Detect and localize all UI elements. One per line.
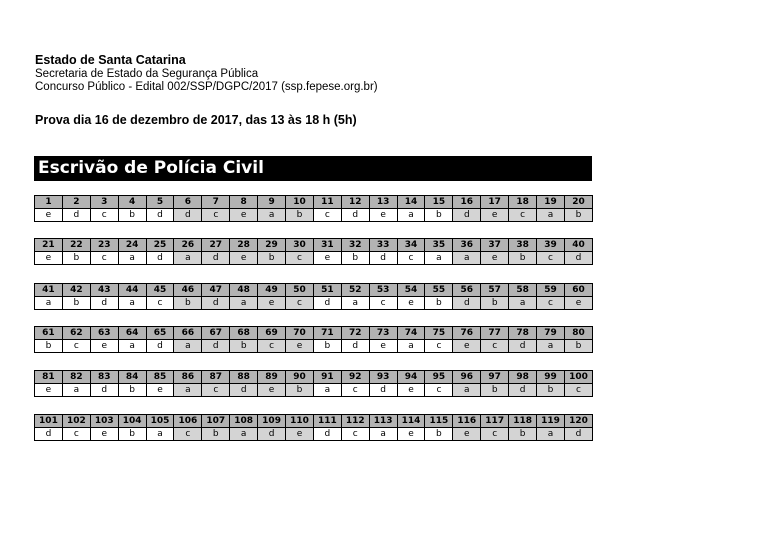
question-number: 91 xyxy=(313,371,341,384)
question-number: 33 xyxy=(369,239,397,252)
answer-letter: a xyxy=(230,428,258,441)
question-number: 105 xyxy=(146,415,174,428)
answer-letter: e xyxy=(369,340,397,353)
question-number: 69 xyxy=(258,327,286,340)
question-number: 54 xyxy=(397,284,425,297)
answer-letter: a xyxy=(35,297,63,310)
question-number: 7 xyxy=(202,196,230,209)
answer-letter: d xyxy=(202,340,230,353)
answer-letter: b xyxy=(62,252,90,265)
question-number: 77 xyxy=(481,327,509,340)
answer-letter: a xyxy=(174,340,202,353)
answer-letter: b xyxy=(174,297,202,310)
question-number: 104 xyxy=(118,415,146,428)
answer-letter: d xyxy=(369,384,397,397)
answer-letter: a xyxy=(313,384,341,397)
question-number: 56 xyxy=(453,284,481,297)
question-number: 71 xyxy=(313,327,341,340)
question-number: 37 xyxy=(481,239,509,252)
question-number: 10 xyxy=(286,196,314,209)
question-number: 112 xyxy=(341,415,369,428)
answer-letter: e xyxy=(397,428,425,441)
question-number: 65 xyxy=(146,327,174,340)
question-number: 103 xyxy=(90,415,118,428)
answer-letter: c xyxy=(341,384,369,397)
question-number: 19 xyxy=(537,196,565,209)
answer-letter: c xyxy=(286,297,314,310)
answer-letter: e xyxy=(230,252,258,265)
question-number: 106 xyxy=(174,415,202,428)
question-number-row xyxy=(35,327,593,340)
question-number: 11 xyxy=(313,196,341,209)
answer-letter: c xyxy=(397,252,425,265)
answer-letter: a xyxy=(453,252,481,265)
answer-block xyxy=(34,238,593,265)
answer-letter: a xyxy=(425,252,453,265)
answer-letter: a xyxy=(146,428,174,441)
question-number: 93 xyxy=(369,371,397,384)
question-number: 48 xyxy=(230,284,258,297)
answer-letter: c xyxy=(481,428,509,441)
question-number: 58 xyxy=(509,284,537,297)
question-number: 74 xyxy=(397,327,425,340)
answer-row xyxy=(35,384,593,397)
question-number: 85 xyxy=(146,371,174,384)
answer-block xyxy=(34,370,593,397)
question-number: 27 xyxy=(202,239,230,252)
answer-letter: d xyxy=(202,297,230,310)
answer-letter: a xyxy=(537,340,565,353)
answer-letter: b xyxy=(202,428,230,441)
answer-letter: d xyxy=(174,209,202,222)
question-number: 119 xyxy=(537,415,565,428)
answer-letter: c xyxy=(313,209,341,222)
answer-letter: b xyxy=(425,209,453,222)
question-number: 31 xyxy=(313,239,341,252)
answer-row xyxy=(35,252,593,265)
question-number: 22 xyxy=(62,239,90,252)
answer-letter: c xyxy=(369,297,397,310)
answer-letter: b xyxy=(62,297,90,310)
question-number: 34 xyxy=(397,239,425,252)
answer-letter: a xyxy=(369,428,397,441)
question-number: 28 xyxy=(230,239,258,252)
answer-letter: a xyxy=(397,340,425,353)
question-number-row xyxy=(35,415,593,428)
question-number: 59 xyxy=(537,284,565,297)
question-number: 114 xyxy=(397,415,425,428)
answer-letter: e xyxy=(230,209,258,222)
answer-letter: a xyxy=(509,297,537,310)
question-number: 100 xyxy=(564,371,592,384)
question-number: 120 xyxy=(564,415,592,428)
answer-letter: d xyxy=(341,340,369,353)
answer-letter: d xyxy=(230,384,258,397)
question-number: 43 xyxy=(90,284,118,297)
answer-letter: b xyxy=(509,428,537,441)
answer-letter: c xyxy=(90,252,118,265)
question-number: 18 xyxy=(509,196,537,209)
question-number: 94 xyxy=(397,371,425,384)
question-number: 45 xyxy=(146,284,174,297)
question-number-row xyxy=(35,196,593,209)
question-number: 78 xyxy=(509,327,537,340)
answer-letter: c xyxy=(537,297,565,310)
answer-letter: a xyxy=(258,209,286,222)
answer-letter: d xyxy=(509,340,537,353)
question-number: 117 xyxy=(481,415,509,428)
answer-letter: d xyxy=(146,209,174,222)
answer-letter: d xyxy=(90,384,118,397)
question-number: 73 xyxy=(369,327,397,340)
question-number: 61 xyxy=(35,327,63,340)
answer-letter: a xyxy=(174,252,202,265)
question-number: 13 xyxy=(369,196,397,209)
answer-letter: b xyxy=(313,340,341,353)
answer-letter: d xyxy=(258,428,286,441)
question-number: 4 xyxy=(118,196,146,209)
answer-letter: d xyxy=(202,252,230,265)
question-number: 86 xyxy=(174,371,202,384)
question-number: 9 xyxy=(258,196,286,209)
answer-letter: c xyxy=(90,209,118,222)
exam-date-line: Prova dia 16 de dezembro de 2017, das 13 às 18 h (5h) xyxy=(35,113,357,127)
answer-letter: d xyxy=(509,384,537,397)
answer-letter: b xyxy=(425,428,453,441)
question-number: 49 xyxy=(258,284,286,297)
question-number: 84 xyxy=(118,371,146,384)
answer-letter: b xyxy=(481,297,509,310)
answer-letter: b xyxy=(35,340,63,353)
answer-letter: e xyxy=(35,252,63,265)
question-number: 52 xyxy=(341,284,369,297)
question-number: 38 xyxy=(509,239,537,252)
answer-letter: a xyxy=(537,209,565,222)
question-number: 51 xyxy=(313,284,341,297)
answer-letter: c xyxy=(425,384,453,397)
answer-letter: a xyxy=(397,209,425,222)
answer-letter: c xyxy=(341,428,369,441)
question-number: 95 xyxy=(425,371,453,384)
answer-block xyxy=(34,414,593,441)
answer-letter: a xyxy=(62,384,90,397)
answer-letter: c xyxy=(286,252,314,265)
answer-letter: e xyxy=(313,252,341,265)
question-number: 50 xyxy=(286,284,314,297)
question-number: 116 xyxy=(453,415,481,428)
answer-letter: d xyxy=(35,428,63,441)
answer-letter: b xyxy=(341,252,369,265)
question-number: 82 xyxy=(62,371,90,384)
answer-letter: e xyxy=(258,384,286,397)
answer-letter: a xyxy=(453,384,481,397)
question-number: 87 xyxy=(202,371,230,384)
question-number: 1 xyxy=(35,196,63,209)
answer-letter: d xyxy=(146,340,174,353)
answer-letter: e xyxy=(90,340,118,353)
answer-row xyxy=(35,209,593,222)
answer-letter: a xyxy=(174,384,202,397)
question-number-row xyxy=(35,371,593,384)
question-number: 26 xyxy=(174,239,202,252)
answer-letter: c xyxy=(425,340,453,353)
question-number: 111 xyxy=(313,415,341,428)
question-number: 101 xyxy=(35,415,63,428)
question-number: 20 xyxy=(564,196,592,209)
answer-letter: e xyxy=(453,428,481,441)
question-number: 44 xyxy=(118,284,146,297)
answer-letter: c xyxy=(62,340,90,353)
answer-letter: b xyxy=(564,340,592,353)
answer-letter: d xyxy=(146,252,174,265)
question-number: 6 xyxy=(174,196,202,209)
answer-letter: c xyxy=(146,297,174,310)
question-number: 62 xyxy=(62,327,90,340)
question-number: 66 xyxy=(174,327,202,340)
question-number: 89 xyxy=(258,371,286,384)
answer-letter: c xyxy=(202,209,230,222)
question-number: 70 xyxy=(286,327,314,340)
question-number: 110 xyxy=(286,415,314,428)
answer-letter: e xyxy=(481,209,509,222)
question-number: 15 xyxy=(425,196,453,209)
question-number: 8 xyxy=(230,196,258,209)
question-number: 14 xyxy=(397,196,425,209)
question-number: 12 xyxy=(341,196,369,209)
question-number: 35 xyxy=(425,239,453,252)
question-number: 98 xyxy=(509,371,537,384)
answer-letter: c xyxy=(202,384,230,397)
answer-letter: d xyxy=(341,209,369,222)
question-number: 17 xyxy=(481,196,509,209)
answer-letter: e xyxy=(369,209,397,222)
answer-letter: e xyxy=(453,340,481,353)
answer-letter: b xyxy=(118,209,146,222)
answer-letter: e xyxy=(564,297,592,310)
answer-letter: d xyxy=(62,209,90,222)
question-number: 67 xyxy=(202,327,230,340)
answer-letter: b xyxy=(118,384,146,397)
answer-letter: c xyxy=(258,340,286,353)
question-number: 42 xyxy=(62,284,90,297)
answer-letter: c xyxy=(509,209,537,222)
answer-letter: a xyxy=(118,340,146,353)
question-number: 29 xyxy=(258,239,286,252)
answer-block xyxy=(34,326,593,353)
question-number: 107 xyxy=(202,415,230,428)
answer-letter: a xyxy=(118,252,146,265)
answer-letter: a xyxy=(537,428,565,441)
answer-letter: e xyxy=(146,384,174,397)
contest-line: Concurso Público - Edital 002/SSP/DGPC/2017 (ssp.fepese.org.br) xyxy=(35,81,378,93)
answer-letter: b xyxy=(481,384,509,397)
question-number: 83 xyxy=(90,371,118,384)
question-number: 76 xyxy=(453,327,481,340)
answer-letter: b xyxy=(564,209,592,222)
question-number: 23 xyxy=(90,239,118,252)
question-number: 2 xyxy=(62,196,90,209)
question-number: 102 xyxy=(62,415,90,428)
answer-letter: b xyxy=(537,384,565,397)
answer-letter: a xyxy=(118,297,146,310)
answer-letter: d xyxy=(453,297,481,310)
question-number: 108 xyxy=(230,415,258,428)
answer-letter: b xyxy=(425,297,453,310)
question-number: 118 xyxy=(509,415,537,428)
question-number: 99 xyxy=(537,371,565,384)
question-number: 60 xyxy=(564,284,592,297)
question-number: 90 xyxy=(286,371,314,384)
answer-letter: b xyxy=(258,252,286,265)
question-number: 40 xyxy=(564,239,592,252)
document-header xyxy=(35,53,378,94)
answer-letter: d xyxy=(564,252,592,265)
answer-row xyxy=(35,340,593,353)
position-banner: Escrivão de Polícia Civil xyxy=(34,156,592,181)
question-number-row xyxy=(35,239,593,252)
question-number: 80 xyxy=(564,327,592,340)
answer-letter: e xyxy=(35,384,63,397)
question-number: 88 xyxy=(230,371,258,384)
question-number: 5 xyxy=(146,196,174,209)
answer-letter: c xyxy=(174,428,202,441)
answer-letter: e xyxy=(90,428,118,441)
answer-block xyxy=(34,195,593,222)
question-number: 57 xyxy=(481,284,509,297)
answer-letter: b xyxy=(286,384,314,397)
answer-letter: c xyxy=(537,252,565,265)
question-number: 3 xyxy=(90,196,118,209)
answer-letter: b xyxy=(230,340,258,353)
answer-letter: b xyxy=(286,209,314,222)
secretariat-line: Secretaria de Estado da Segurança Pública xyxy=(35,68,259,80)
answer-row xyxy=(35,428,593,441)
question-number: 79 xyxy=(537,327,565,340)
question-number: 39 xyxy=(537,239,565,252)
question-number: 75 xyxy=(425,327,453,340)
answer-block xyxy=(34,283,593,310)
question-number: 97 xyxy=(481,371,509,384)
question-number: 46 xyxy=(174,284,202,297)
answer-letter: d xyxy=(90,297,118,310)
answer-letter: e xyxy=(397,384,425,397)
answer-letter: d xyxy=(564,428,592,441)
answer-letter: c xyxy=(62,428,90,441)
question-number: 41 xyxy=(35,284,63,297)
question-number: 115 xyxy=(425,415,453,428)
question-number: 53 xyxy=(369,284,397,297)
question-number: 81 xyxy=(35,371,63,384)
question-number: 55 xyxy=(425,284,453,297)
answer-letter: a xyxy=(230,297,258,310)
question-number: 92 xyxy=(341,371,369,384)
question-number: 32 xyxy=(341,239,369,252)
question-number: 113 xyxy=(369,415,397,428)
question-number: 30 xyxy=(286,239,314,252)
state-title: Estado de Santa Catarina xyxy=(35,53,186,67)
answer-letter: d xyxy=(453,209,481,222)
answer-letter: d xyxy=(369,252,397,265)
question-number: 96 xyxy=(453,371,481,384)
answer-letter: b xyxy=(509,252,537,265)
question-number-row xyxy=(35,284,593,297)
question-number: 64 xyxy=(118,327,146,340)
answer-letter: c xyxy=(481,340,509,353)
answer-letter: e xyxy=(258,297,286,310)
answer-letter: e xyxy=(481,252,509,265)
question-number: 47 xyxy=(202,284,230,297)
answer-letter: d xyxy=(313,428,341,441)
question-number: 72 xyxy=(341,327,369,340)
answer-letter: d xyxy=(313,297,341,310)
answer-letter: a xyxy=(341,297,369,310)
question-number: 16 xyxy=(453,196,481,209)
question-number: 24 xyxy=(118,239,146,252)
question-number: 36 xyxy=(453,239,481,252)
answer-letter: b xyxy=(118,428,146,441)
answer-row xyxy=(35,297,593,310)
question-number: 109 xyxy=(258,415,286,428)
answer-letter: e xyxy=(286,428,314,441)
answer-letter: e xyxy=(397,297,425,310)
answer-letter: c xyxy=(564,384,592,397)
question-number: 63 xyxy=(90,327,118,340)
question-number: 25 xyxy=(146,239,174,252)
question-number: 21 xyxy=(35,239,63,252)
question-number: 68 xyxy=(230,327,258,340)
answer-letter: e xyxy=(35,209,63,222)
answer-letter: e xyxy=(286,340,314,353)
